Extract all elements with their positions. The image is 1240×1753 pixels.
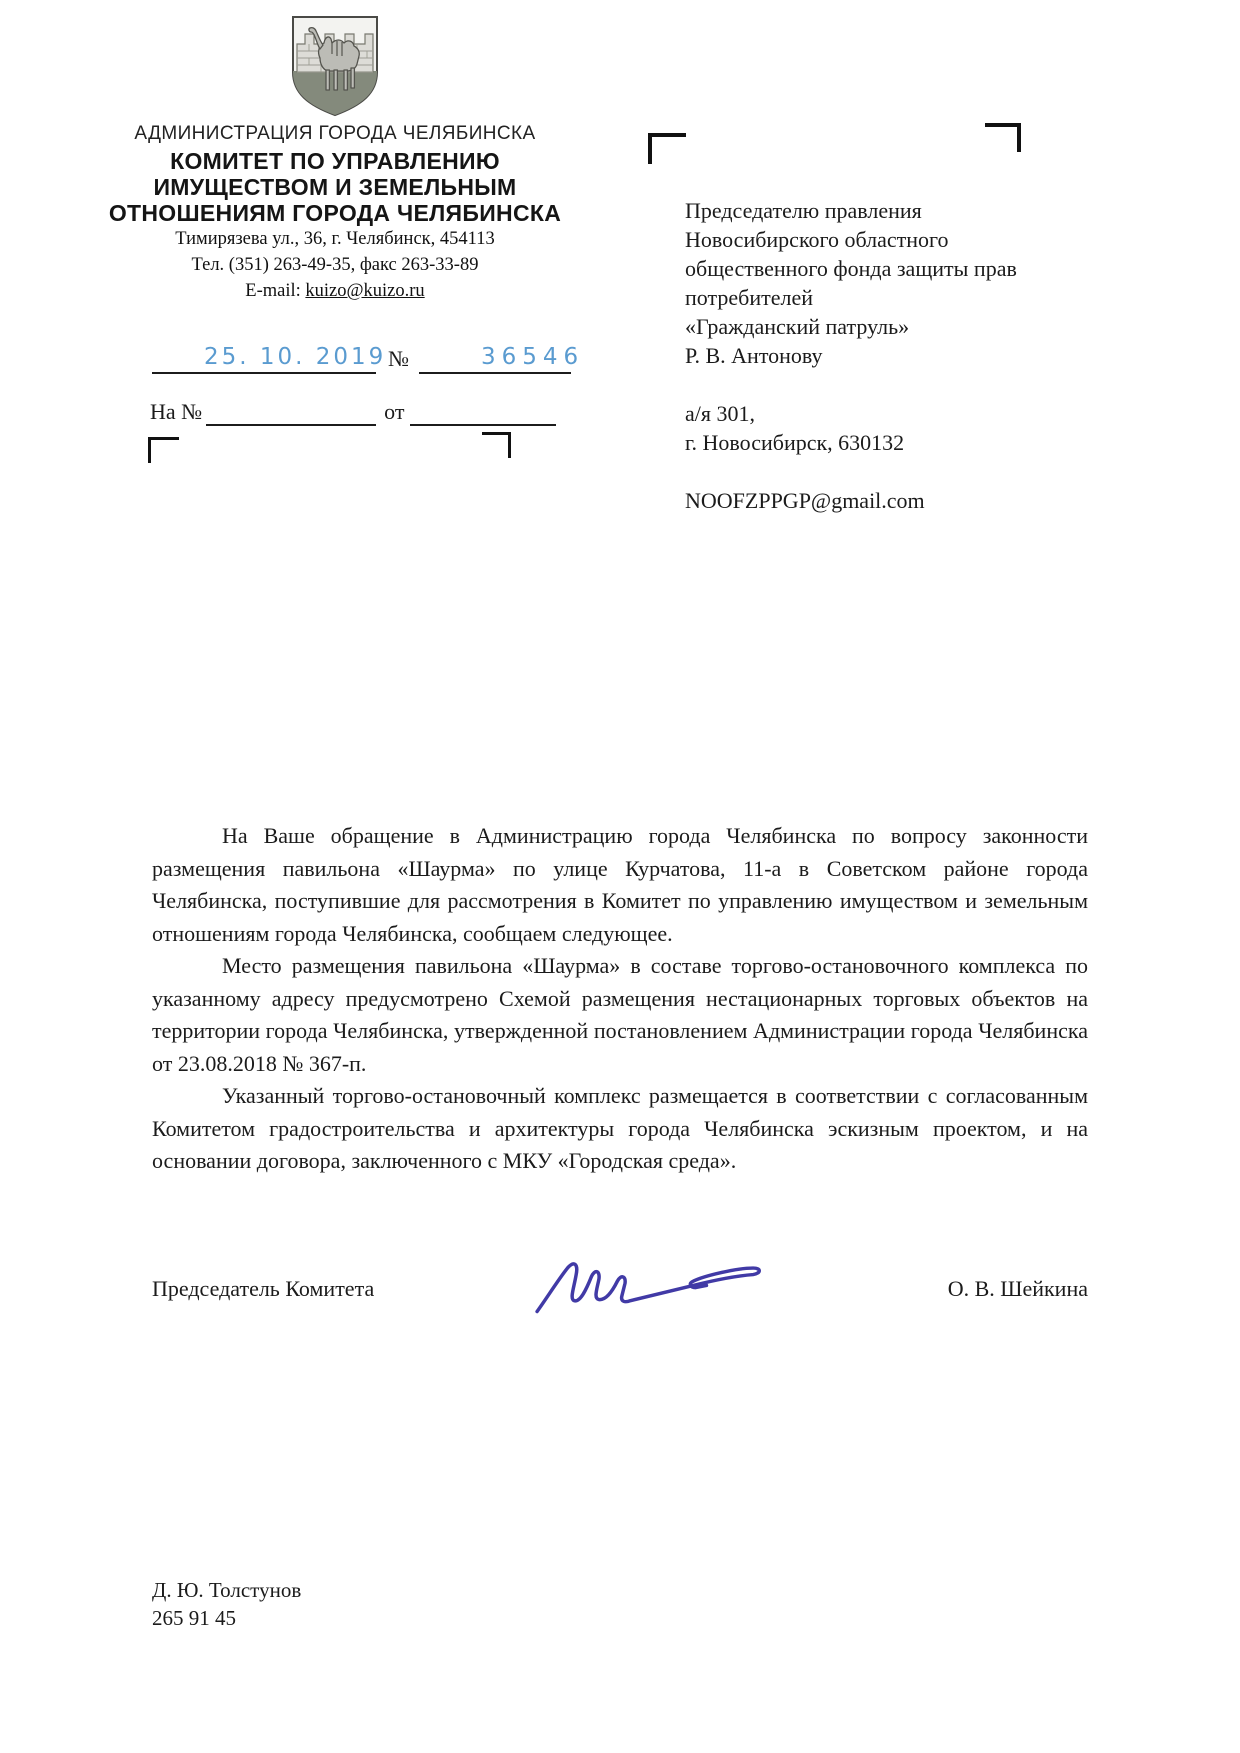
recipient-email: NOOFZPPGP@gmail.com [685, 488, 925, 513]
letterhead [100, 14, 570, 304]
incoming-reference-row [150, 398, 556, 426]
incoming-number-label: На № [150, 399, 203, 424]
address-zone-mark-top-right [985, 123, 1021, 152]
body-paragraph-1: На Ваше обращение в Администрацию города Челябинска по вопросу законности размещения павильона «Шаурма» по улице Курчатова, 11-а в Советском районе города Челябинска, поступившие для рассмотрения в Комитет по управлению имуществом и земельным отношениям города Челябинска, сообщаем следующее. [152, 823, 1088, 946]
body-paragraph-3: Указанный торгово-остановочный комплекс размещается в соответствии с согласованным Комитетом градостроительства и архитектуры города Челябинска эскизным проектом, и на основании договора, заключенного с МКУ «Городская среда». [152, 1083, 1088, 1173]
handwritten-signature [530, 1242, 770, 1318]
org-email-line [100, 278, 570, 304]
spacer [685, 457, 1105, 486]
recipient-block [685, 196, 1105, 515]
recipient-line: Председателю правления [685, 198, 922, 223]
address-zone-mark-bottom-left [148, 437, 179, 463]
org-email-address: kuizo@kuizo.ru [305, 281, 425, 301]
recipient-po-box: а/я 301, [685, 401, 755, 426]
date-blank-line [152, 340, 387, 374]
address-zone-mark-top-left [648, 133, 686, 164]
signer-title: Председатель Комитета [152, 1276, 375, 1301]
recipient-line: потребителей [685, 285, 813, 310]
recipient-person-name: Р. В. Антонову [685, 343, 823, 368]
recipient-city-zip: г. Новосибирск, 630132 [685, 430, 905, 455]
incoming-from-label: от [384, 399, 405, 424]
org-postal-address: Тимирязева ул., 36, г. Челябинск, 454113 [175, 229, 495, 249]
number-sign: № [388, 346, 409, 371]
incoming-date-blank-line [410, 398, 556, 426]
number-blank-line [419, 340, 585, 374]
recipient-org-quoted-name: «Гражданский патруль» [685, 314, 910, 339]
letter-body [152, 820, 1088, 1178]
executor-name: Д. Ю. Толстунов [152, 1578, 302, 1602]
outgoing-date-number-row [152, 340, 585, 374]
outgoing-number-stamp: 36546 [481, 344, 585, 370]
chelyabinsk-coat-of-arms-icon [288, 14, 382, 118]
address-zone-mark-bottom-right [482, 432, 511, 458]
body-paragraph-2: Место размещения павильона «Шаурма» в составе торгово-остановочного комплекса по указанному адресу предусмотрено Схемой размещения нестационарных торговых объектов на территории города Челябинска, утвержденной постановлением Администрации города Челябинска от 23.08.2018 № 367-п. [152, 953, 1088, 1076]
signer-name: О. В. Шейкина [947, 1276, 1088, 1301]
date-stamp: 25. 10. 2019 [204, 344, 387, 370]
org-name-line-1: КОМИТЕТ ПО УПРАВЛЕНИЮ [170, 148, 500, 174]
parent-organization-name: АДМИНИСТРАЦИЯ ГОРОДА ЧЕЛЯБИНСКА [134, 123, 536, 144]
email-label: E-mail: [245, 281, 306, 301]
org-phone-fax: Тел. (351) 263-49-35, факс 263-33-89 [191, 255, 479, 275]
org-name-line-3: ОТНОШЕНИЯМ ГОРОДА ЧЕЛЯБИНСКА [108, 200, 562, 226]
executor-block [152, 1576, 301, 1632]
org-name-line-2: ИМУЩЕСТВОМ И ЗЕМЕЛЬНЫМ [153, 174, 517, 200]
recipient-line: общественного фонда защиты прав [685, 256, 1017, 281]
spacer [685, 370, 1105, 399]
executor-phone: 265 91 45 [152, 1606, 236, 1630]
recipient-line: Новосибирского областного [685, 227, 949, 252]
incoming-number-blank-line [206, 398, 376, 426]
